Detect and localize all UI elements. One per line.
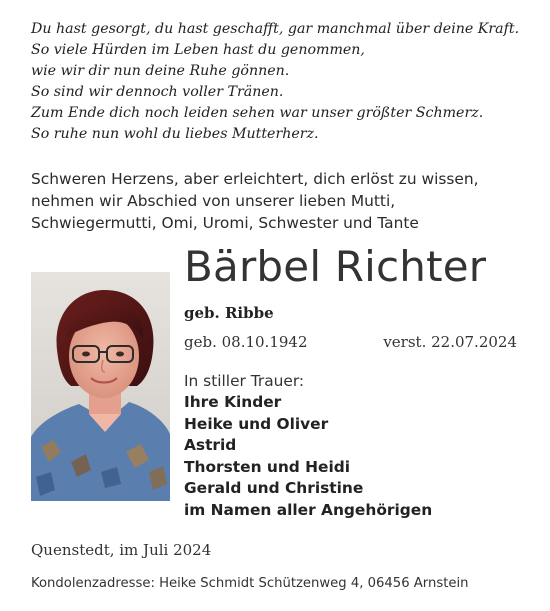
poem-line: Du hast gesorgt, du hast geschafft, gar manchmal über deine Kraft. [31, 21, 520, 37]
mourner-name: Thorsten und Heidi [184, 457, 351, 476]
mourner-name: Heike und Oliver [184, 414, 329, 433]
condolence-address: Kondolenzadresse: Heike Schmidt Schützenweg 4, 06456 Arnstein [31, 576, 469, 591]
deceased-name: Bärbel Richter [184, 242, 487, 291]
poem [31, 19, 536, 146]
poem-line: So sind wir dennoch voller Tränen. [31, 84, 284, 101]
intro-line: Schweren Herzens, aber erleichtert, dich erlöst zu wissen, [31, 170, 479, 188]
mourner-name: Astrid [184, 436, 237, 455]
mourning-heading: In stiller Trauer: [184, 372, 305, 390]
mourner-name: Ihre Kinder [184, 393, 282, 411]
poem-line: So viele Hürden im Leben hast du genommen, [31, 42, 365, 59]
intro-line: Schwiegermutti, Omi, Uromi, Schwester und Tante [31, 214, 419, 232]
maiden-name: geb. Ribbe [184, 304, 274, 322]
portrait-photo-image [31, 272, 170, 501]
intro-text [31, 168, 536, 234]
mourner-name: Gerald und Christine [184, 479, 364, 498]
birth-date: geb. 08.10.1942 [184, 333, 308, 351]
poem-line: So ruhe nun wohl du liebes Mutterherz. [31, 126, 319, 143]
intro-line: nehmen wir Abschied von unserer lieben Mutti, [31, 192, 396, 210]
portrait-photo [31, 272, 170, 501]
poem-line: wie wir dir nun deine Ruhe gönnen. [31, 63, 290, 80]
mourners-list [184, 392, 432, 522]
death-date: verst. 22.07.2024 [383, 333, 517, 351]
mourner-name: im Namen aller Angehörigen [184, 500, 433, 519]
poem-line: Zum Ende dich noch leiden sehen war unser größter Schmerz. [31, 105, 484, 122]
place-date: Quenstedt, im Juli 2024 [31, 541, 212, 559]
